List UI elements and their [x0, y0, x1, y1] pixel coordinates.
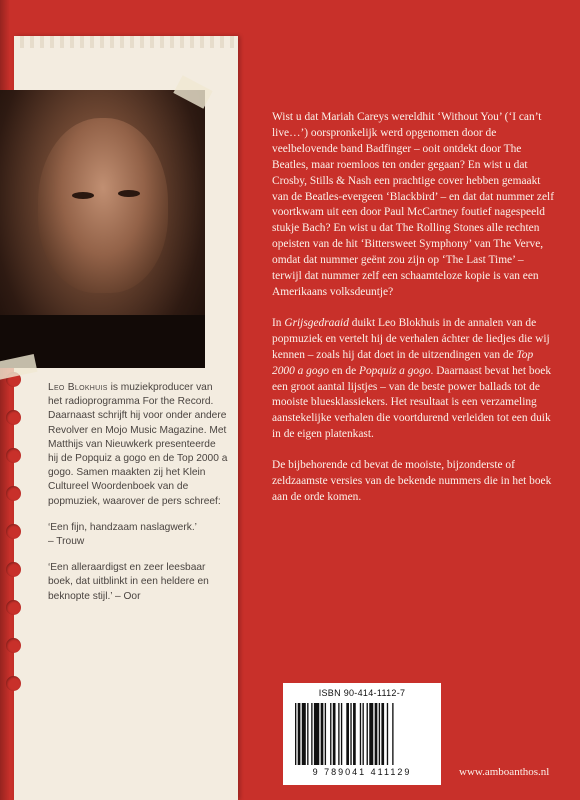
press-quote-trouw [48, 521, 228, 549]
blurb-paragraph-2 [272, 316, 554, 443]
barcode-bar [338, 703, 339, 765]
bio-text: is muziekproducer van het radioprogramma For the Record. Daarnaast schrijft hij voor onder andere Revolver en Mojo Music Magazine. Met Matthijs van Nieuwkerk presenteerde hij de Popquiz a gogo en de Top 2000 a gogo. Samen maakten zij het Klein Cultureel Woordenboek van de popmuziek, waarover de pers schreef: [48, 382, 228, 507]
author-name: Leo Blokhuis [48, 382, 108, 393]
barcode-bars [293, 703, 433, 765]
barcode-bar [392, 703, 393, 765]
barcode-bar [314, 703, 319, 765]
punch-hole [6, 562, 21, 577]
barcode-bar [311, 703, 312, 765]
barcode-bar [341, 703, 342, 765]
barcode-bar [375, 703, 378, 765]
author-eye [72, 192, 94, 199]
barcode-bar [387, 703, 388, 765]
punch-hole [6, 676, 21, 691]
barcode-bar [333, 703, 336, 765]
author-face [38, 118, 168, 293]
barcode-bar [298, 703, 301, 765]
punch-hole [6, 486, 21, 501]
punch-hole [6, 600, 21, 615]
barcode-bar [381, 703, 384, 765]
punch-hole [6, 410, 21, 425]
ean-number: 9 789041 411129 [312, 767, 412, 777]
barcode-bar [353, 703, 356, 765]
barcode-bar [363, 703, 364, 765]
barcode-bar [360, 703, 361, 765]
barcode-bar [295, 703, 296, 765]
blurb-paragraph-3: De bijbehorende cd bevat de mooiste, bijzonderste of zeldzaamste versies van de bekende nummers die in het boek aan de orde komen. [272, 459, 552, 503]
publisher-website[interactable]: www.amboanthos.nl [459, 766, 550, 778]
punch-hole [6, 524, 21, 539]
author-eye [118, 190, 140, 197]
barcode-bar [346, 703, 349, 765]
text-run: duikt Leo Blokhuis in de annalen van de popmuziek en vertelt hij de verhalen áchter de liedjes die wij kennen – zoals hij dat doet in de uitzendingen van de [272, 316, 550, 361]
blurb-paragraph-1: Wist u dat Mariah Careys wereldhit ‘Without You’ (‘I can’t live…’) oorspronkelijk werd opgenomen door de veelbelovende band Badfinger – ooit ontdekt door The Beatles, maar roemloos ten onder gegaan? En wist u dat Crosby, Stills & Nash een prachtige cover hebben gemaakt van de Beatles-evergeen ‘Blackbird’ – en dat dat nummer zelf voortkwam uit een door Paul McCartney foutief nagespeeld stukje Bach? En wist u dat The Rolling Stones alle rechten opeisten van de hit ‘Bittersweet Symphony’ van The Verve, omdat dat nummer geënt zou zijn op ‘The Last Time’ – terwijl dat nummer zelf een schaamteloze kopie is van een Amerikaans volksdeuntje? [272, 111, 555, 298]
barcode-bar [302, 703, 306, 765]
isbn-label: ISBN 90-414-1112-7 [318, 688, 406, 698]
blurb [272, 110, 554, 521]
barcode-bar [350, 703, 351, 765]
barcode-bar [367, 703, 368, 765]
barcode-graphic [293, 703, 433, 765]
torn-edge [14, 36, 238, 48]
author-photo [0, 90, 205, 368]
bio-paragraph [48, 381, 228, 509]
barcode-bar [307, 703, 308, 765]
press-quote-oor: ‘Een alleraardigst en zeer leesbaar boek, dat uitblinkt in een heldere en beknopte stijl.’ – Oor [48, 562, 209, 602]
barcode-bar [369, 703, 373, 765]
author-bio [48, 381, 228, 616]
barcode-bar [325, 703, 326, 765]
quote-text: ‘Een fijn, handzaam naslagwerk.’ [48, 521, 197, 533]
book-title: Grijsgedraaid [284, 316, 349, 329]
text-run: . Daarnaast bevat het boek een groot aantal lijstjes – van de beste power ballads tot de mooiste bluesklassiekers. Het resultaat is een verzameling aanstekelijke verhalen die voortdurend verleiden tot een duik in de eigen platenkast. [272, 364, 552, 441]
punch-hole [6, 448, 21, 463]
barcode-bar [379, 703, 380, 765]
barcode-box [283, 683, 441, 785]
punch-hole [6, 638, 21, 653]
quote-source: – Trouw [48, 536, 85, 548]
text-run: In [272, 316, 285, 329]
barcode-bar [321, 703, 324, 765]
show-title: Popquiz a gogo [359, 364, 431, 377]
text-run: en de [328, 364, 359, 377]
barcode-bar [330, 703, 331, 765]
show-title: Top 2000 a gogo [272, 348, 534, 377]
